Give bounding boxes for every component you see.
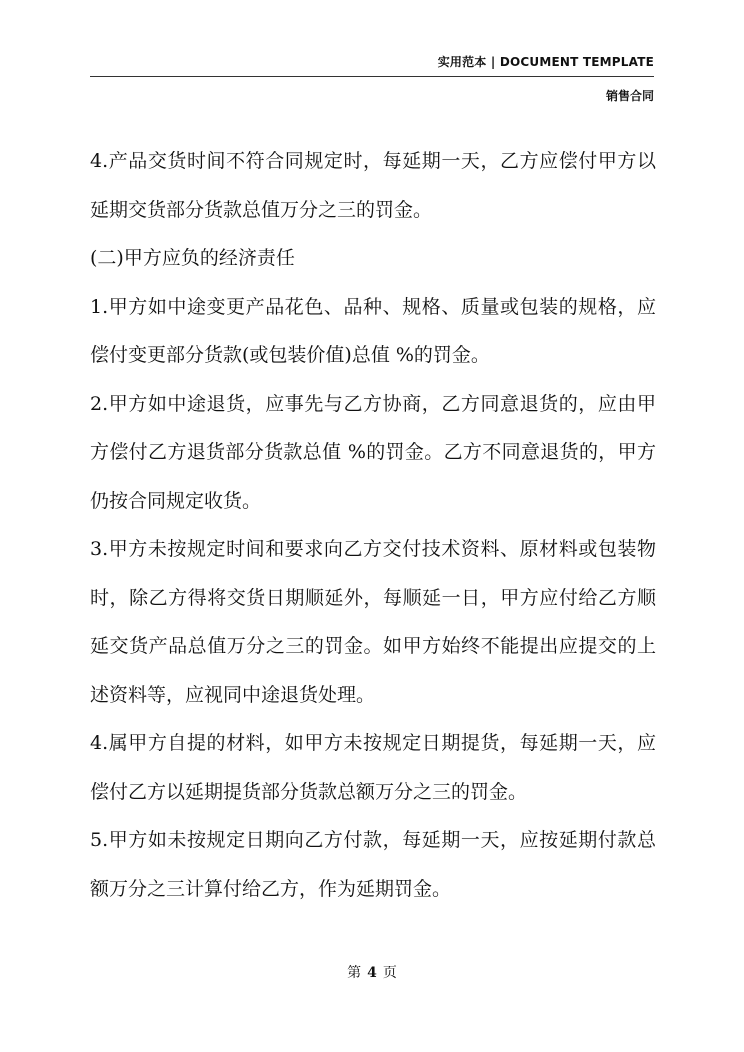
header-title: 实用范本 | DOCUMENT TEMPLATE <box>437 55 654 69</box>
page-footer <box>0 962 744 982</box>
page-label-suffix: 页 <box>382 965 397 981</box>
document-body <box>90 137 656 913</box>
paragraph: 4.属甲方自提的材料，如甲方未按规定日期提货，每延期一天，应偿付乙方以延期提货部分货款总额万分之三的罚金。 <box>90 732 656 803</box>
paragraph: 4.产品交货时间不符合同规定时，每延期一天，乙方应偿付甲方以延期交货部分货款总值万分之三的罚金。 <box>90 150 656 221</box>
page-number: 4 <box>367 965 377 981</box>
header-divider <box>90 76 654 77</box>
section-heading: (二)甲方应负的经济责任 <box>90 247 295 269</box>
paragraph: 1.甲方如中途变更产品花色、品种、规格、质量或包装的规格，应偿付变更部分货款(或包装价值)总值 %的罚金。 <box>90 295 656 366</box>
paragraph: 2.甲方如中途退货，应事先与乙方协商，乙方同意退货的，应由甲方偿付乙方退货部分货款总值 %的罚金。乙方不同意退货的，甲方仍按合同规定收货。 <box>90 392 656 512</box>
header-subtitle: 销售合同 <box>605 89 654 103</box>
page-label-prefix: 第 <box>347 965 362 981</box>
paragraph: 5.甲方如未按规定日期向乙方付款，每延期一天，应按延期付款总额万分之三计算付给乙方，作为延期罚金。 <box>90 829 656 900</box>
paragraph: 3.甲方未按规定时间和要求向乙方交付技术资料、原材料或包装物时，除乙方得将交货日期顺延外，每顺延一日，甲方应付给乙方顺延交货产品总值万分之三的罚金。如甲方始终不能提出应提交的上述资料等，应视同中途退货处理。 <box>90 538 656 706</box>
